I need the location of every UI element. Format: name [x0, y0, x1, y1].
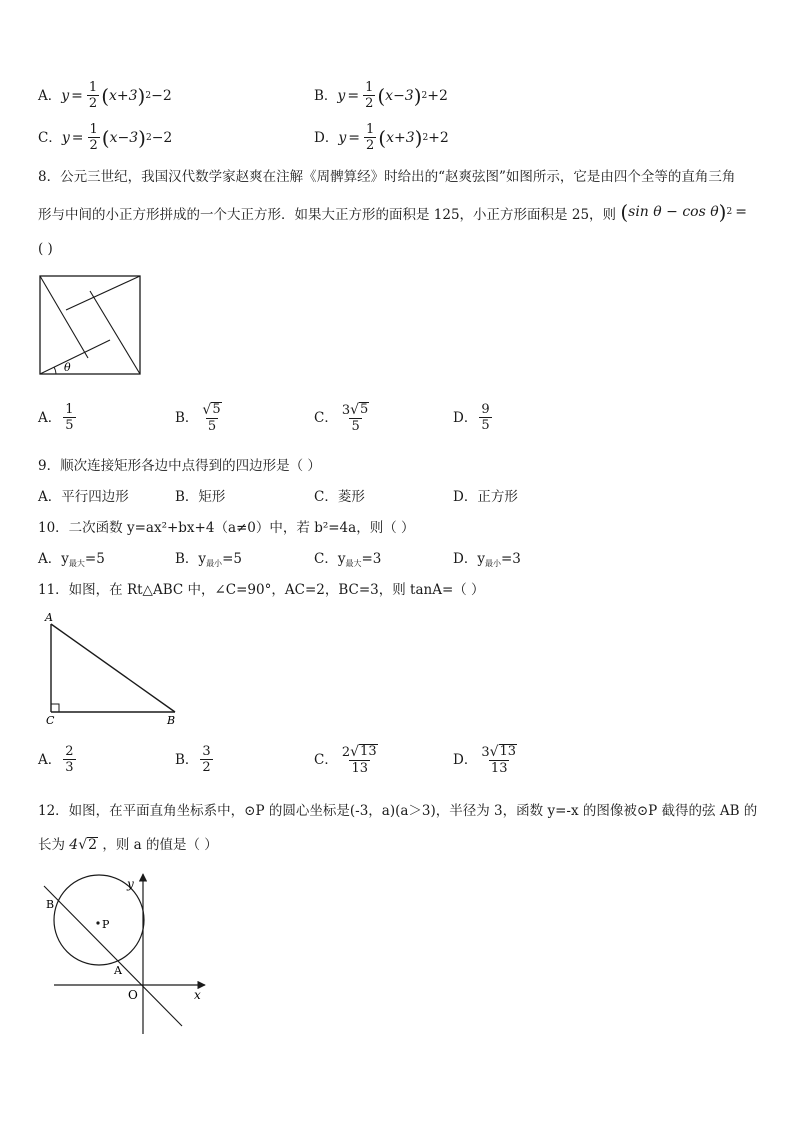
- option-label: B．: [175, 410, 199, 426]
- q11-option-d[interactable]: [453, 744, 521, 776]
- eq-sign: =: [71, 87, 83, 104]
- fraction: $\frac{1}{5}$: [65, 402, 74, 433]
- fraction: 3 √ 5 5: [341, 402, 369, 434]
- eq-sign: =: [347, 87, 360, 104]
- q8-option-a[interactable]: [38, 402, 78, 433]
- q12-stem-line2: 长为 4 √ 2 ，则 a 的值是（ ）: [38, 837, 218, 853]
- fraction: $\frac{2}{3}$: [65, 744, 74, 775]
- q8-expression: ( sin θ − cos θ ) 2 =: [620, 200, 747, 224]
- var-y: y: [337, 87, 346, 104]
- exponent: 2: [145, 132, 152, 143]
- exponent: 2: [421, 90, 428, 101]
- q8-option-b[interactable]: [175, 402, 226, 434]
- q11-stem: 11．如图，在 Rt△ABC 中，∠C=90°，AC=2，BC=3，则 tanA=（ ）: [38, 582, 485, 598]
- fraction: 3 √ 13 13: [481, 744, 517, 776]
- exponent: 2: [422, 132, 429, 143]
- inner-expr: x−3: [109, 129, 139, 146]
- theta-label: θ: [64, 361, 71, 374]
- option-label: B．: [314, 87, 338, 104]
- q7-option-b[interactable]: B． y = $\frac{1}{2}$ ( x−3 ) 2 +2: [314, 80, 448, 111]
- option-label: C．: [314, 752, 338, 768]
- q8-stem-line2: [38, 202, 747, 224]
- fraction: $\frac{9}{5}$: [481, 402, 490, 433]
- eq-sign: =: [735, 204, 747, 220]
- q8-option-d[interactable]: [453, 402, 494, 433]
- vertex-label-a: A: [45, 611, 53, 624]
- eq-sign: =: [348, 129, 360, 146]
- outer-square: [40, 276, 140, 374]
- option-label: B．: [175, 751, 199, 768]
- q7-option-d[interactable]: D． y = $\frac{1}{2}$ ( x+3 ) 2 +2: [314, 122, 449, 153]
- q8-option-c[interactable]: [314, 402, 373, 434]
- fraction: $\frac{1}{2}$: [365, 80, 374, 111]
- zhao-shuang-diagram: [38, 274, 142, 376]
- right-triangle-diagram: [40, 608, 190, 726]
- constant: +2: [427, 87, 448, 104]
- q9-option-a[interactable]: A．平行四边形: [38, 489, 129, 505]
- theta-arc: [54, 367, 56, 374]
- var-y: y: [61, 129, 70, 146]
- label-x: x: [194, 988, 201, 1002]
- center-point: [96, 921, 99, 924]
- side-ab: [51, 624, 175, 712]
- line-y-neg-x: [44, 886, 182, 1026]
- fraction: √ 5 5: [202, 402, 221, 434]
- q11-option-a[interactable]: [38, 744, 78, 775]
- inner-expr: x+3: [386, 129, 415, 146]
- q7-option-a[interactable]: A． y = $\frac{1}{2}$ ( x+3 ) 2 −2: [38, 80, 172, 111]
- exponent: 2: [726, 207, 733, 217]
- fraction: $\frac{1}{2}$: [89, 122, 98, 153]
- label-y: y: [127, 877, 134, 891]
- option-label: C．: [38, 129, 62, 146]
- vertex-label-c: C: [46, 714, 55, 726]
- label-b: B: [46, 898, 55, 911]
- q9-option-c[interactable]: C．菱形: [314, 489, 365, 505]
- q10-option-a[interactable]: A．$y_{最大}=5$: [38, 551, 105, 568]
- constant: −2: [151, 129, 173, 146]
- label-a: A: [114, 964, 122, 977]
- q8-stem-text: 形与中间的小正方形拼成的一个大正方形．如果大正方形的面积是 125，小正方形面积是 25，则: [38, 207, 617, 223]
- constant: −2: [151, 87, 172, 104]
- trig-expr: sin θ − cos θ: [628, 204, 719, 220]
- q8-answer-blank: ( ): [38, 241, 53, 257]
- fraction: 2 √ 13 13: [341, 744, 377, 776]
- exponent: 2: [145, 90, 152, 101]
- inner-expr: x−3: [385, 87, 414, 104]
- option-label: D．: [453, 409, 478, 426]
- label-p: P: [102, 918, 110, 931]
- q10-option-c[interactable]: C．$y_{最大}=3$: [314, 551, 382, 568]
- q11-option-c[interactable]: [314, 744, 382, 776]
- option-label: A．: [38, 409, 62, 426]
- vertex-label-b: B: [167, 714, 176, 726]
- right-angle-mark: [51, 704, 59, 712]
- q11-option-b[interactable]: [175, 744, 215, 775]
- hypotenuse-line: [40, 276, 88, 358]
- q10-option-b[interactable]: B．$y_{最小}=5$: [175, 551, 242, 568]
- q12-stem-line1: 12．如图，在平面直角坐标系中，⊙P 的圆心坐标是(-3，a)(a＞3)，半径为 3，函数 y=-x 的图像被⊙P 截得的弦 AB 的: [38, 803, 758, 819]
- q8-stem-line1: 8．公元三世纪，我国汉代数学家赵爽在注解《周髀算经》时给出的“赵爽弦图”如图所示，它是由四个全等的直角三角: [38, 169, 736, 185]
- circle-coordinate-diagram: [40, 868, 210, 1036]
- var-y: y: [61, 87, 70, 104]
- option-label: D．: [453, 752, 478, 768]
- q10-option-d[interactable]: D．$y_{最小}=3$: [453, 551, 521, 568]
- hypotenuse-line: [66, 276, 140, 310]
- option-label: C．: [314, 410, 338, 426]
- q9-option-d[interactable]: D．正方形: [453, 489, 518, 505]
- q9-option-b[interactable]: B．矩形: [175, 489, 226, 505]
- hypotenuse-line: [40, 340, 110, 374]
- option-label: A．: [38, 751, 62, 768]
- option-label: D．: [314, 129, 339, 146]
- constant: +2: [428, 129, 449, 146]
- option-label: A．: [38, 87, 62, 104]
- label-o: O: [128, 988, 138, 1002]
- q9-stem: 9．顺次连接矩形各边中点得到的四边形是（ ）: [38, 458, 321, 474]
- q7-option-c[interactable]: C． y = $\frac{1}{2}$ ( x−3 ) 2 −2: [38, 122, 173, 153]
- var-y: y: [338, 129, 347, 146]
- fraction: $\frac{1}{2}$: [365, 122, 375, 153]
- hypotenuse-line: [90, 291, 140, 374]
- inner-expr: x+3: [109, 87, 138, 104]
- fraction: $\frac{3}{2}$: [202, 744, 211, 775]
- fraction: $\frac{1}{2}$: [88, 80, 98, 111]
- q10-stem: 10．二次函数 y=ax²+bx+4（a≠0）中，若 b²=4a，则（ ）: [38, 520, 415, 536]
- eq-sign: =: [71, 129, 84, 146]
